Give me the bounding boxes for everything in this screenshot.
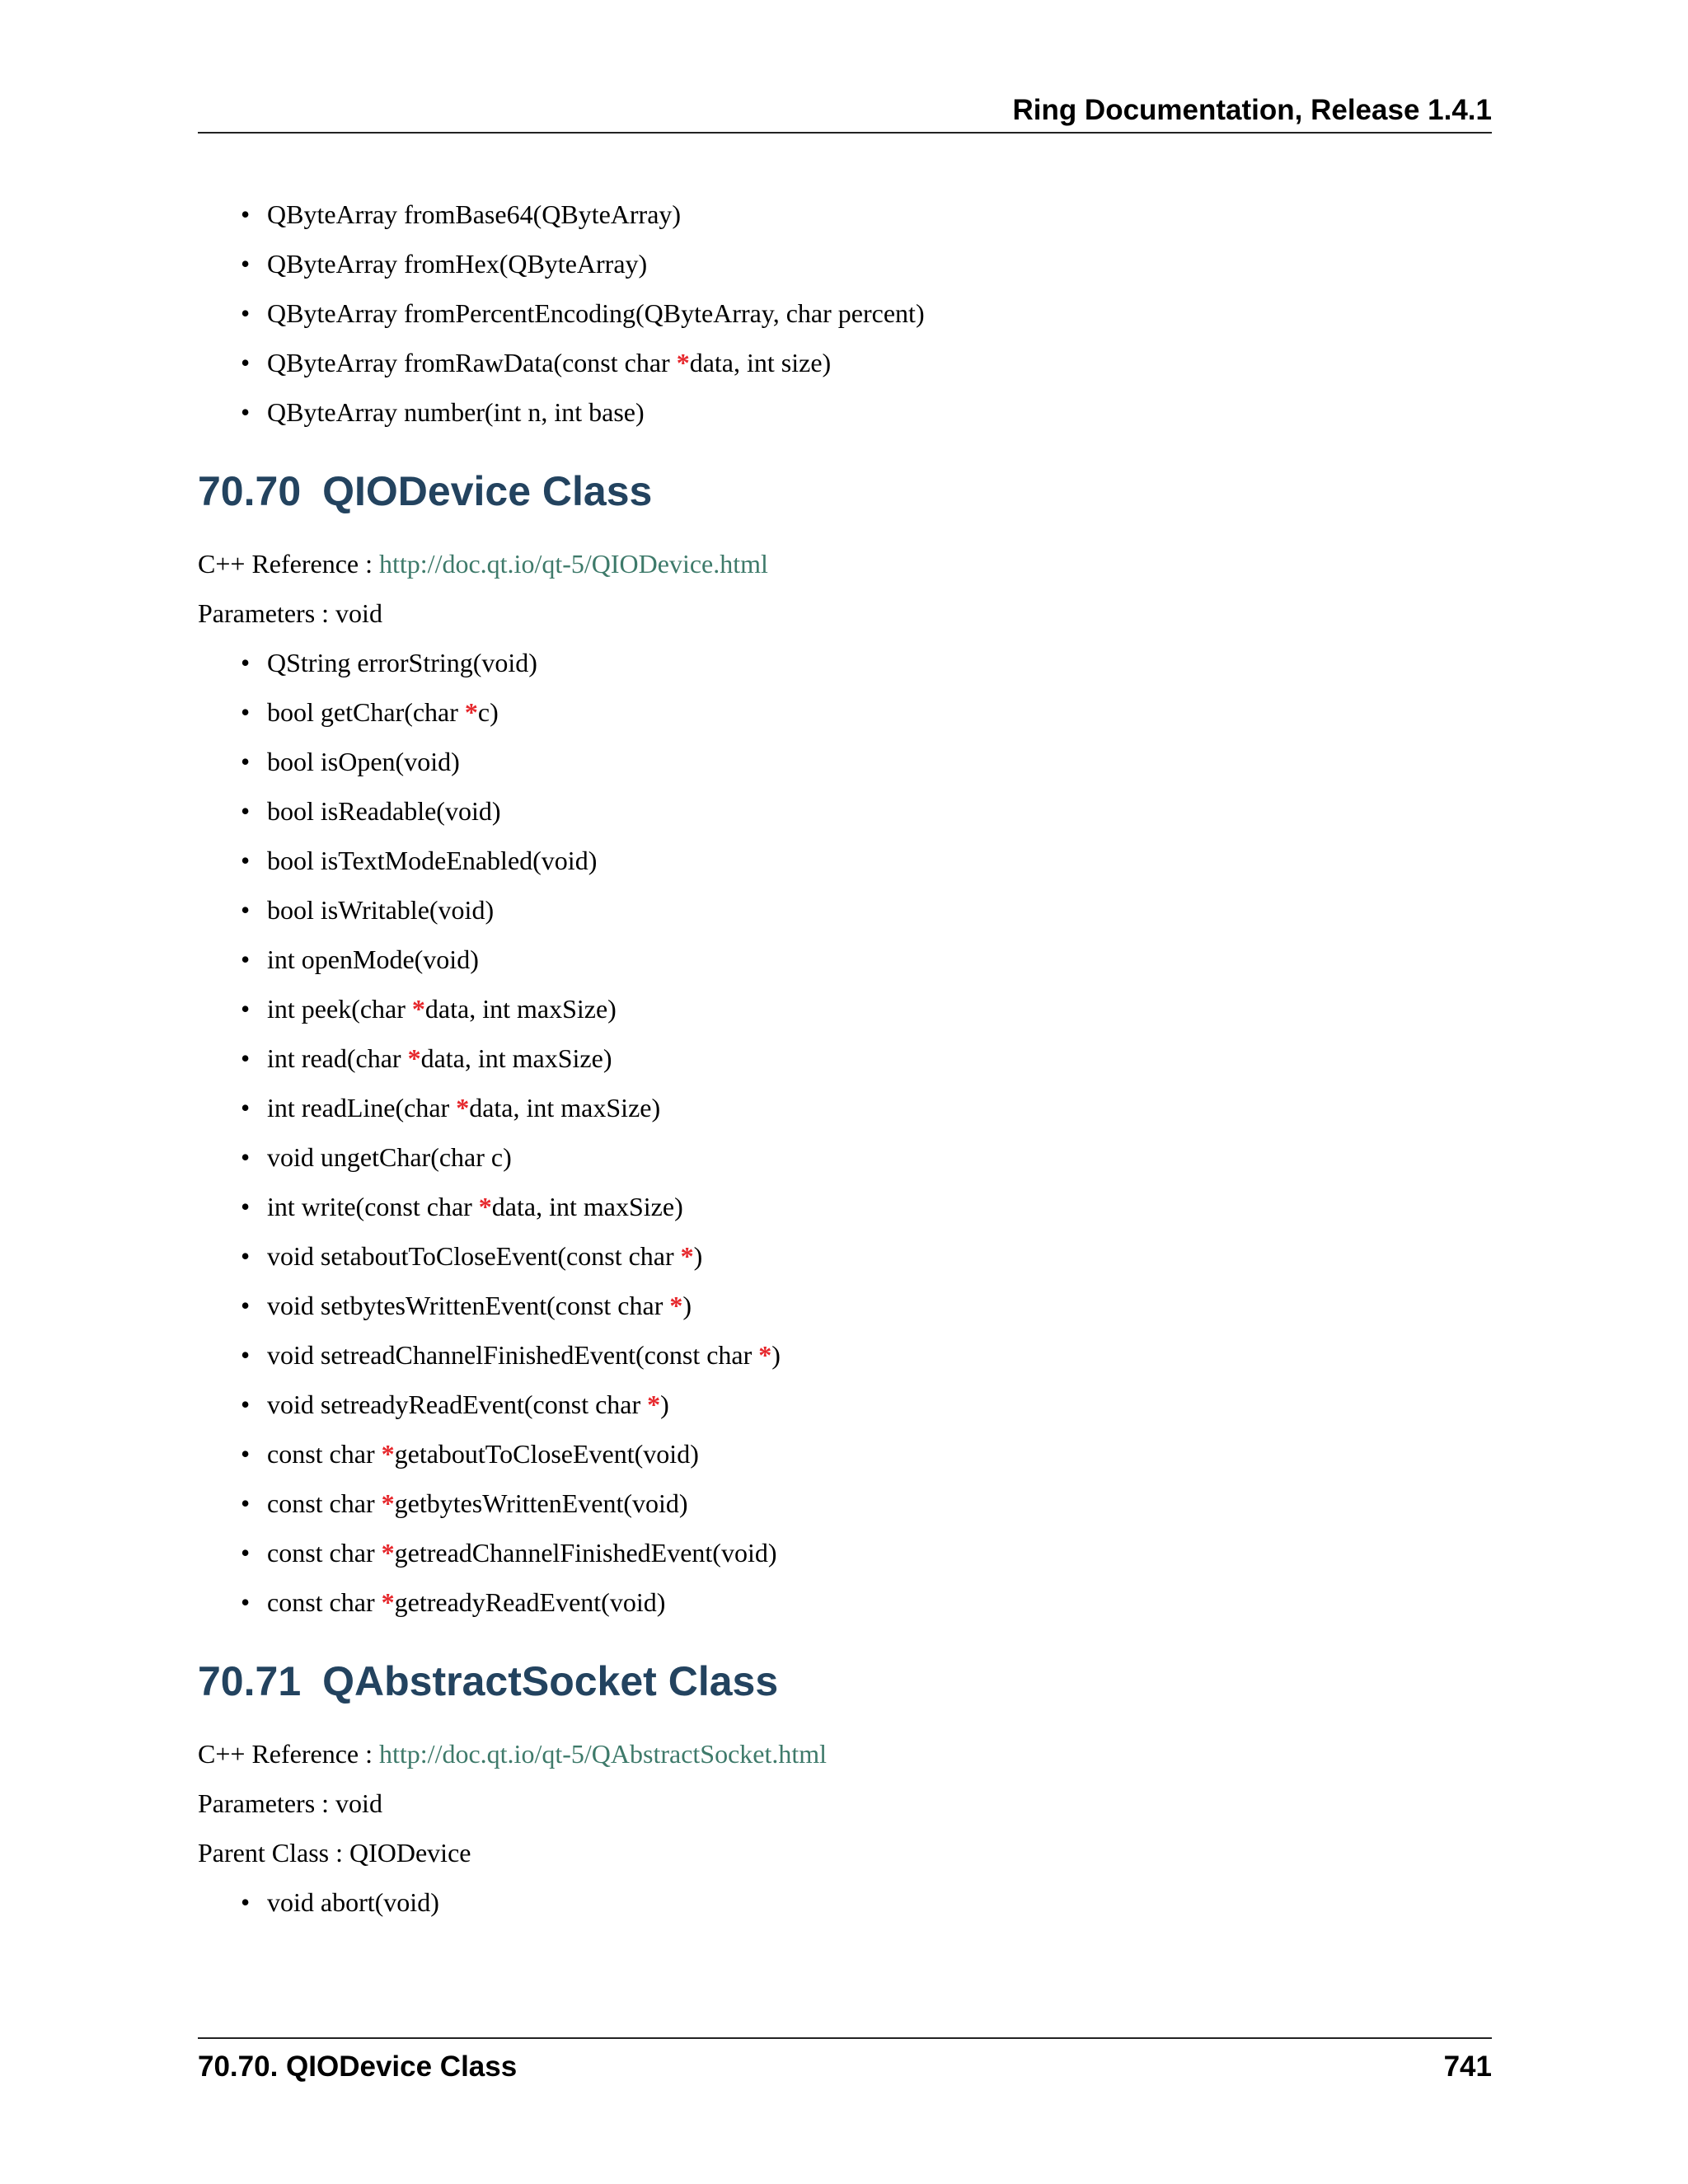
list-item xyxy=(198,992,1492,1025)
list-item-text: getbytesWrittenEvent(void) xyxy=(394,1488,688,1518)
list-item-text: void ungetChar(char c) xyxy=(267,1142,512,1172)
list-item-text: void abort(void) xyxy=(267,1887,439,1917)
list-item-text: ) xyxy=(682,1291,692,1320)
list-item-text: bool isWritable(void) xyxy=(267,895,495,925)
pointer-asterisk: * xyxy=(381,1488,395,1518)
pointer-asterisk: * xyxy=(456,1093,470,1122)
list-item xyxy=(198,297,1492,330)
pointer-asterisk: * xyxy=(381,1439,395,1469)
reference-label: C++ Reference : xyxy=(198,1739,379,1769)
list-item-text: bool isReadable(void) xyxy=(267,796,501,826)
list-item xyxy=(198,1091,1492,1124)
section-title-text: QIODevice Class xyxy=(322,468,653,514)
reference-label: C++ Reference : xyxy=(198,549,379,579)
list-item xyxy=(198,1042,1492,1075)
list-item xyxy=(198,396,1492,429)
list-item xyxy=(198,1289,1492,1322)
list-item-text: void setreadyReadEvent(const char xyxy=(267,1390,648,1419)
list-item-text: ) xyxy=(771,1340,781,1370)
list-item xyxy=(198,1388,1492,1421)
parameters-text: Parameters : void xyxy=(198,598,382,628)
list-item-text: int openMode(void) xyxy=(267,944,479,974)
list-item-text: int read(char xyxy=(267,1043,408,1073)
list-item-text: data, int size) xyxy=(689,348,832,377)
list-item-text: data, int maxSize) xyxy=(469,1093,661,1122)
list-item-text: bool getChar(char xyxy=(267,697,465,727)
pointer-asterisk: * xyxy=(407,1043,421,1073)
list-item xyxy=(198,1487,1492,1520)
list-item xyxy=(198,943,1492,976)
list-item-text: int write(const char xyxy=(267,1192,479,1221)
list-item xyxy=(198,1190,1492,1223)
reference-link[interactable]: http://doc.qt.io/qt-5/QIODevice.html xyxy=(379,549,768,579)
list-item xyxy=(198,745,1492,778)
list-item-text: QByteArray fromHex(QByteArray) xyxy=(267,249,648,279)
list-item-text: data, int maxSize) xyxy=(491,1192,683,1221)
list-item-text: QString errorString(void) xyxy=(267,648,537,677)
list-item-text: data, int maxSize) xyxy=(420,1043,612,1073)
list-item-text: ) xyxy=(660,1390,669,1419)
list-item-text: QByteArray number(int n, int base) xyxy=(267,397,645,427)
list-item-text: const char xyxy=(267,1439,382,1469)
list-item-text: getreadChannelFinishedEvent(void) xyxy=(394,1538,777,1568)
list-item xyxy=(198,893,1492,926)
list-item-text: void setaboutToCloseEvent(const char xyxy=(267,1241,681,1271)
list-item-text: void setbytesWrittenEvent(const char xyxy=(267,1291,670,1320)
list-item-text: int peek(char xyxy=(267,994,412,1024)
list-item-text: int readLine(char xyxy=(267,1093,457,1122)
qabstractsocket-method-list xyxy=(198,1886,1492,1919)
list-item xyxy=(198,1240,1492,1272)
pointer-asterisk: * xyxy=(381,1538,395,1568)
list-item xyxy=(198,1536,1492,1569)
section-number: 70.71 xyxy=(198,1658,302,1704)
list-item xyxy=(198,1141,1492,1174)
section-title-text: QAbstractSocket Class xyxy=(322,1658,779,1704)
pointer-asterisk: * xyxy=(669,1291,683,1320)
pointer-asterisk: * xyxy=(758,1340,772,1370)
list-item xyxy=(198,1437,1492,1470)
list-item xyxy=(198,1886,1492,1919)
page-header xyxy=(198,92,1492,134)
list-item-text: QByteArray fromRawData(const char xyxy=(267,348,677,377)
cpp-reference xyxy=(198,1737,1492,1770)
list-item xyxy=(198,844,1492,877)
list-item xyxy=(198,1586,1492,1619)
pointer-asterisk: * xyxy=(647,1390,661,1419)
list-item-text: const char xyxy=(267,1538,382,1568)
list-item xyxy=(198,198,1492,231)
list-item-text: c) xyxy=(477,697,499,727)
list-item-text: QByteArray fromPercentEncoding(QByteArray, char percent) xyxy=(267,298,925,328)
pointer-asterisk: * xyxy=(680,1241,694,1271)
pointer-asterisk: * xyxy=(478,1192,492,1221)
list-item xyxy=(198,646,1492,679)
list-item-text: getreadyReadEvent(void) xyxy=(394,1587,666,1617)
list-item-text: const char xyxy=(267,1488,382,1518)
page-content xyxy=(198,198,1492,1935)
list-item-text: const char xyxy=(267,1587,382,1617)
list-item-text: bool isTextModeEnabled(void) xyxy=(267,846,598,875)
cpp-reference xyxy=(198,547,1492,580)
header-title: Ring Documentation, Release 1.4.1 xyxy=(1012,94,1492,126)
list-item-text: QByteArray fromBase64(QByteArray) xyxy=(267,199,682,229)
list-item xyxy=(198,346,1492,379)
parameters-text: Parameters : void xyxy=(198,1788,382,1818)
pointer-asterisk: * xyxy=(381,1587,395,1617)
pointer-asterisk: * xyxy=(411,994,425,1024)
section-number: 70.70 xyxy=(198,468,302,514)
footer-section: 70.70. QIODevice Class xyxy=(198,2050,518,2083)
list-item xyxy=(198,794,1492,827)
page-number: 741 xyxy=(1443,2050,1492,2083)
list-item xyxy=(198,696,1492,729)
qiodevice-method-list xyxy=(198,646,1492,1619)
list-item xyxy=(198,247,1492,280)
list-item xyxy=(198,1338,1492,1371)
list-item-text: getaboutToCloseEvent(void) xyxy=(394,1439,699,1469)
section-heading-qiodevice xyxy=(198,466,1492,516)
list-item-text: ) xyxy=(693,1241,703,1271)
top-method-list xyxy=(198,198,1492,429)
reference-link[interactable]: http://doc.qt.io/qt-5/QAbstractSocket.html xyxy=(379,1739,828,1769)
pointer-asterisk: * xyxy=(676,348,690,377)
list-item-text: bool isOpen(void) xyxy=(267,747,460,776)
pointer-asterisk: * xyxy=(464,697,478,727)
list-item-text: data, int maxSize) xyxy=(424,994,617,1024)
section-heading-qabstractsocket xyxy=(198,1657,1492,1706)
page-footer xyxy=(198,2037,1492,2083)
list-item-text: void setreadChannelFinishedEvent(const char xyxy=(267,1340,759,1370)
parent-class-text: Parent Class : QIODevice xyxy=(198,1838,471,1868)
